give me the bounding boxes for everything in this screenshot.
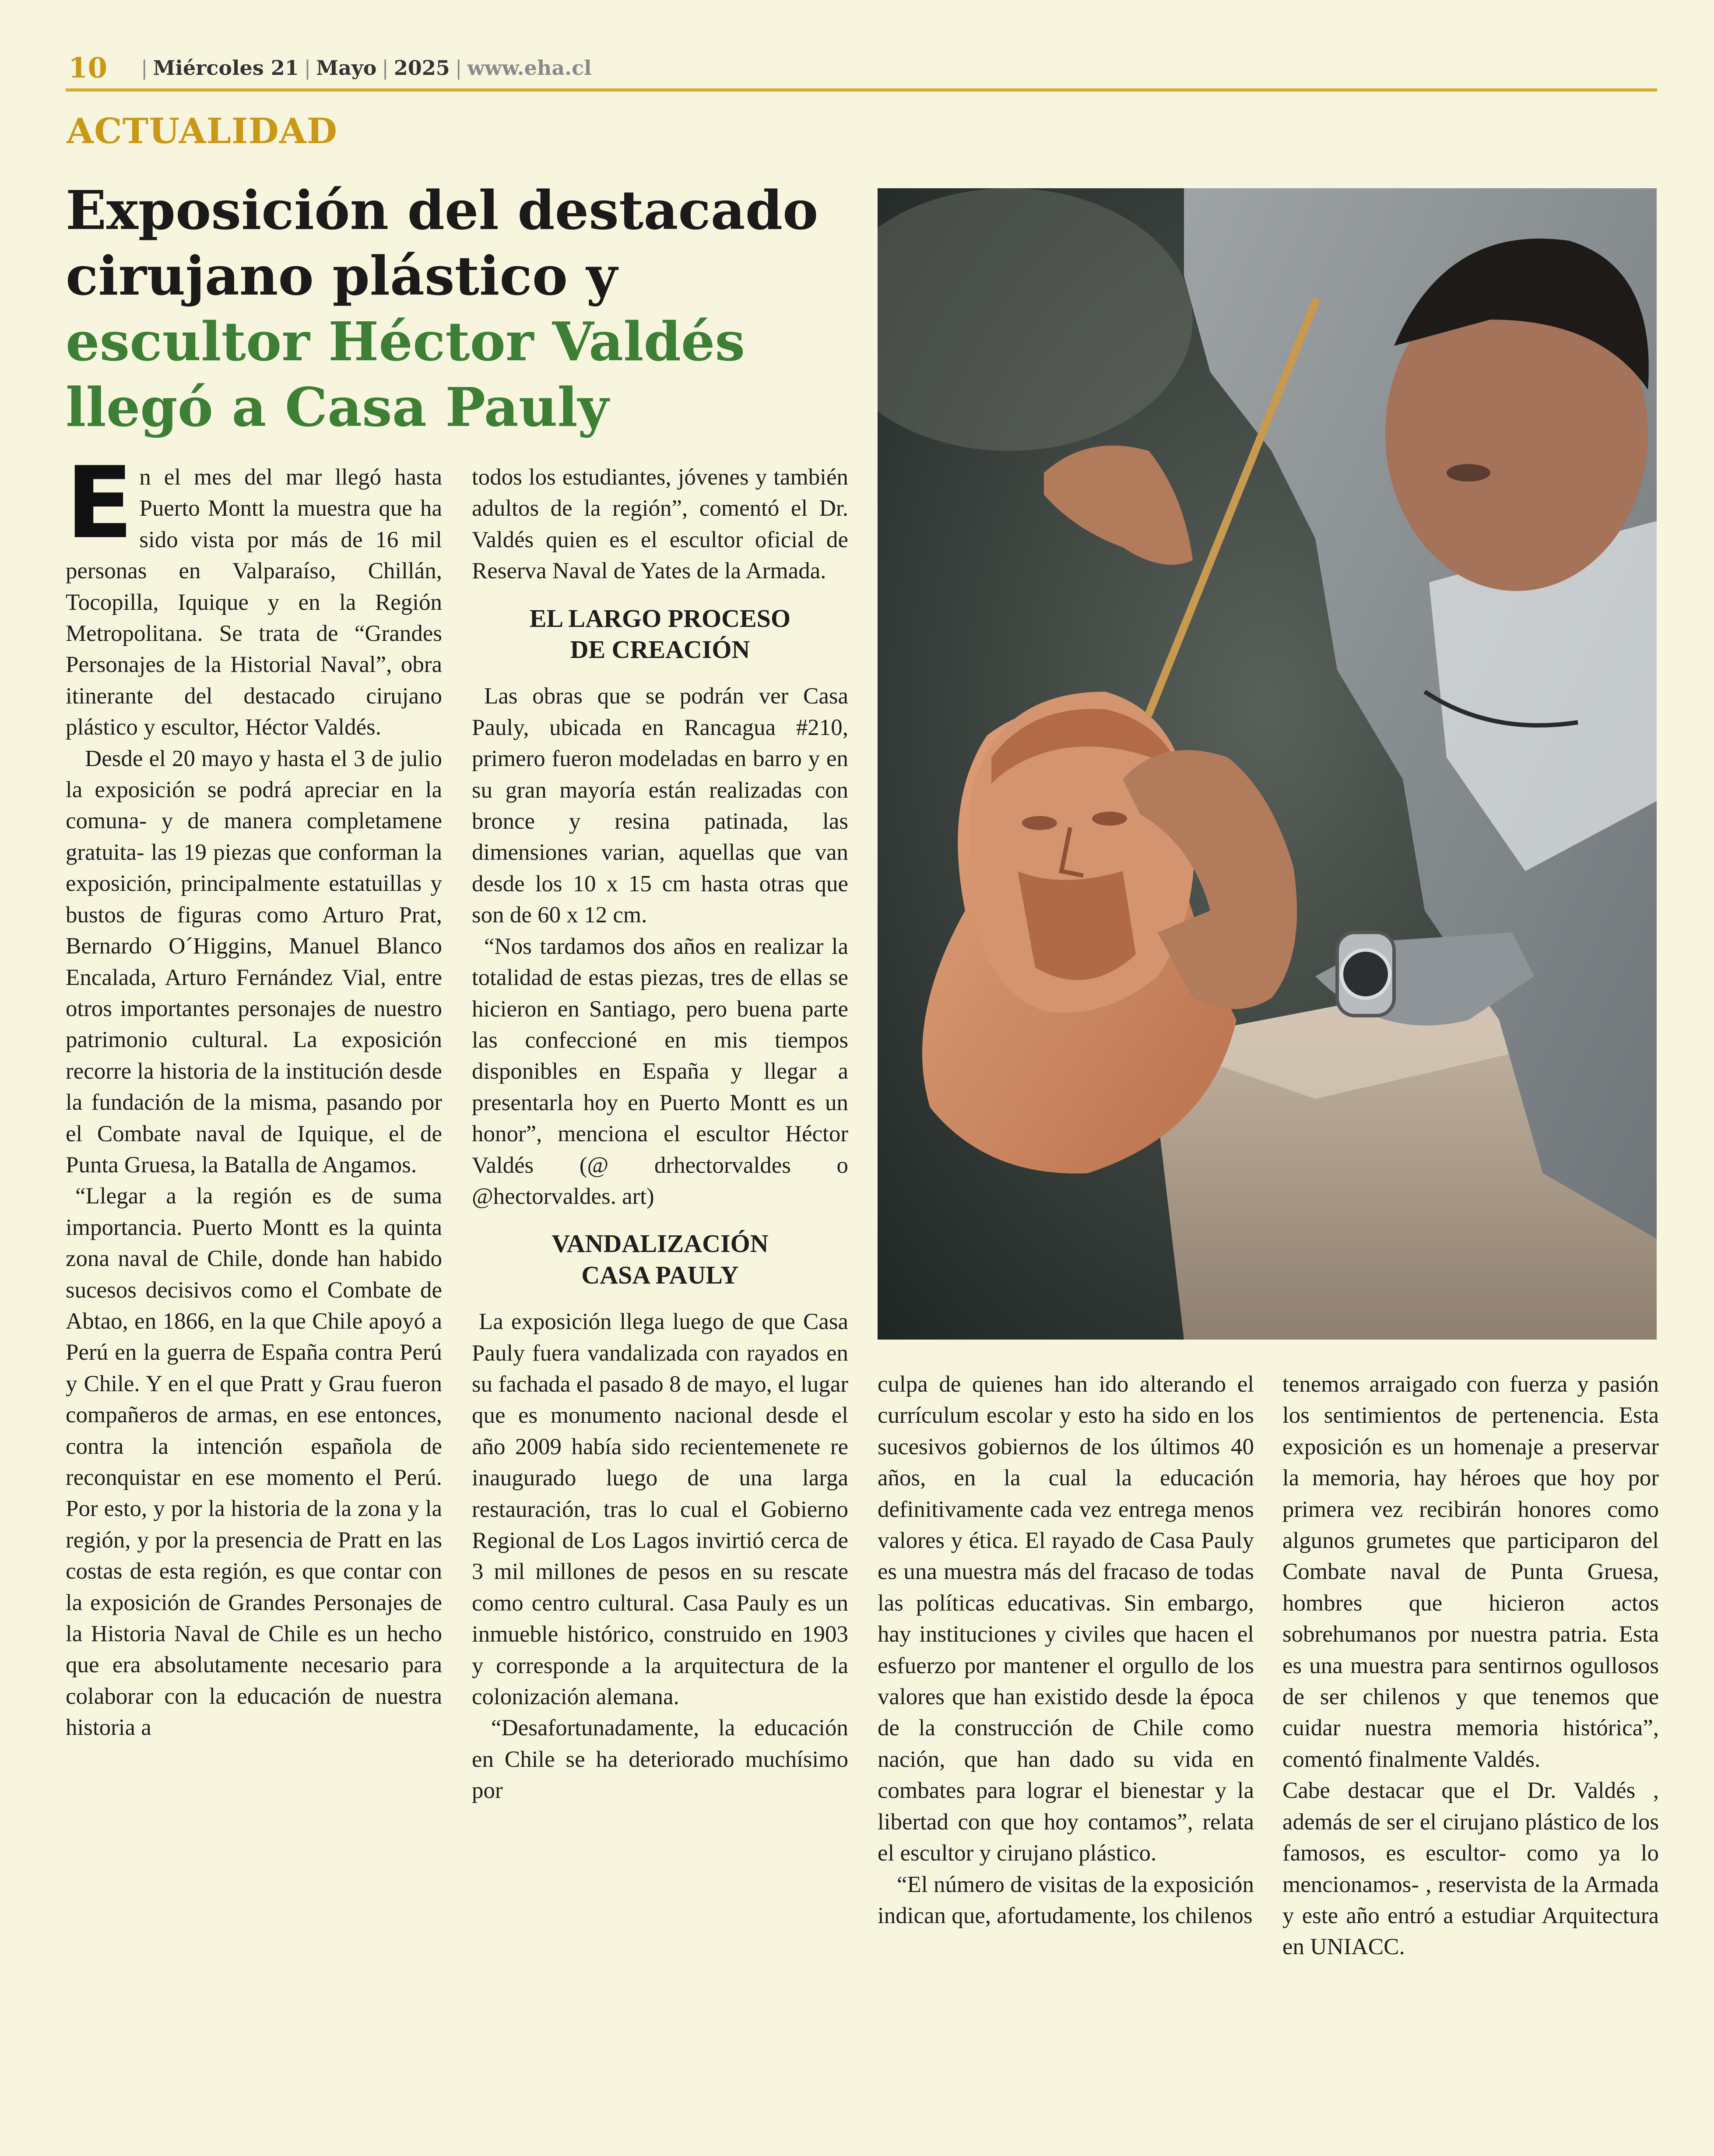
issue-weekday: Miércoles 21 (153, 56, 299, 80)
body-paragraph: Cabe destacar que el Dr. Valdés , además de ser el cirujano plástico de los famosos, es escultor- como ya lo mencionamos- , reservista de la Armada y este año entró a estudiar Arquitectura en UNIACC. (1282, 1778, 1659, 1960)
headline-line-1: Exposición del destacado (66, 179, 818, 242)
body-paragraph: Desde el 20 mayo y hasta el 3 de julio la exposición se podrá apreciar en la comuna- y de manera completamene gratuita- las 19 piezas que conforman la exposición, principalmente estatuillas y bustos de figuras como Arturo Prat, Bernardo O´Higgins, Manuel Blanco Encalada, Arturo Fernández Vial, entre otros importantes personajes de nuestro patrimonio cultural. La exposición recorre la historia de la institución desde la fundación de la misma, pasando por el Combate naval de Iquique, el de Punta Gruesa, la Batalla de Angamos. (66, 746, 442, 1178)
subheading-line: CASA PAULY (581, 1260, 739, 1289)
body-paragraph: “Nos tardamos dos años en realizar la totalidad de estas piezas, tres de ellas se hicieron en Santiago, pero buena parte las confeccioné en mis tiempos disponibles en España y llegar a presentarla hoy en Puerto Montt es un honor”, menciona el escultor Héctor Valdés (@ drhectorvaldes o @hectorvaldes. art) (472, 933, 848, 1209)
article-column-4 (1282, 1369, 1659, 1963)
subheading-line: DE CREACIÓN (570, 635, 750, 664)
headline (66, 177, 889, 440)
website-link[interactable]: www.eha.cl (467, 56, 592, 80)
subheading-line: EL LARGO PROCESO (529, 604, 791, 633)
article-column-1 (66, 446, 442, 1744)
body-paragraph: tenemos arraigado con fuerza y pasión los sentimientos de pertenencia. Esta exposición es un homenaje a preservar la memoria, hay héroes que hoy por primera vez recibirán honores como algunos grumetes que participaron del Combate naval de Punta Gruesa, hombres que hicieron actos sobrehumanos por nuestra patria. Esta es una muestra para sentirnos ogullosos de ser chilenos y que tenemos que cuidar nuestra memoria histórica”, comentó finalmente Valdés. (1282, 1372, 1659, 1772)
body-paragraph: todos los estudiantes, jóvenes y también adultos de la región”, comentó el Dr. Valdés quien es el escultor oficial de Reserva Naval de Yates de la Armada. (472, 464, 848, 584)
drop-cap: E (66, 446, 132, 561)
issue-info: | Miércoles 21 | Mayo | 2025 | www.eha.cl (141, 56, 592, 80)
lead-paragraph (66, 446, 442, 743)
sculptor-photo-icon (878, 188, 1657, 1340)
page-number: 10 (68, 52, 108, 84)
subheading-creation (472, 603, 848, 665)
issue-year: 2025 (393, 56, 450, 80)
headline-line-4: llegó a Casa Pauly (66, 376, 609, 439)
body-paragraph: “El número de visitas de la exposición indican que, afortudamente, los chilenos (878, 1871, 1254, 1928)
lead-paragraph-text: n el mes del mar llegó hasta Puerto Montt la muestra que ha sido vista por más de 16 mil personas en Valparaíso, Chillán, Tocopilla, Iquique y en la Región Metropolitana. Se trata de “Grandes Personajes de la Historial Naval”, obra itinerante del destacado cirujano plástico y escultor, Héctor Valdés. (66, 464, 442, 740)
article-column-2 (472, 462, 848, 1807)
body-paragraph: culpa de quienes han ido alterando el currículum escolar y esto ha sido en los sucesivos gobiernos de los últimos 40 años, en la cual la educación definitivamente cada vez entrega menos valores y ética. El rayado de Casa Pauly es una muestra más del fracaso de todas las políticas educativas. Sin embargo, hay instituciones y civiles que hacen el esfuerzo por mantener el orgullo de los valores que han existido desde la época de la construcción de Chile como nación, que han dado su vida en combates para lograr el bienestar y la libertad con que hoy contamos”, relata el escultor y cirujano plástico. (878, 1372, 1254, 1866)
subheading-vandalism (472, 1228, 848, 1291)
headline-line-2: cirujano plástico y (66, 244, 618, 307)
sculptor-photo (878, 188, 1657, 1340)
section-label: ACTUALIDAD (67, 110, 338, 151)
body-paragraph: Las obras que se podrán ver Casa Pauly, ubicada en Rancagua #210, primero fueron modeladas en barro y en su gran mayoría están realizadas con bronce y resina patinada, las dimensiones varian, aquellas que van desde los 10 x 15 cm hasta otras que son de 60 x 12 cm. (472, 683, 848, 928)
subheading-line: VANDALIZACIÓN (551, 1229, 769, 1258)
body-paragraph: “Llegar a la región es de suma importancia. Puerto Montt es la quinta zona naval de Chile, donde han habido sucesos decisivos como el Combate de Abtao, en 1866, en la que Chile apoyó a Perú en la guerra de España contra Perú y Chile. Y en el que Pratt y Grau fueron compañeros de armas, en ese entonces, contra la intención española de reconquistar en ese momento el Perú. Por esto, y por la historia de la zona y la región, y por la presencia de Pratt en las costas de esta región, es que contar con la exposición de Grandes Personajes de la Historia Naval de Chile es un hecho que era absolutamente necesario para colaborar con la educación de nuestra historia a (66, 1183, 442, 1741)
page-header (66, 52, 1657, 91)
body-paragraph: “Desafortunadamente, la educación en Chile se ha deteriorado muchísimo por (472, 1715, 848, 1804)
article-column-3 (878, 1369, 1254, 1931)
headline-line-3: escultor Héctor Valdés (66, 310, 745, 373)
issue-month: Mayo (316, 56, 377, 80)
body-paragraph: La exposición llega luego de que Casa Pauly fuera vandalizada con rayados en su fachada el pasado 8 de mayo, el lugar que es monumento nacional desde el año 2009 había sido recientemenete re inaugurado luego de una larga restauración, tras lo cual el Gobierno Regional de Los Lagos invirtió cerca de 3 mil millones de pesos en su rescate como centro cultural. Casa Pauly es un inmueble histórico, construido en 1903 y corresponde a la arquitectura de la colonización alemana. (472, 1309, 848, 1710)
